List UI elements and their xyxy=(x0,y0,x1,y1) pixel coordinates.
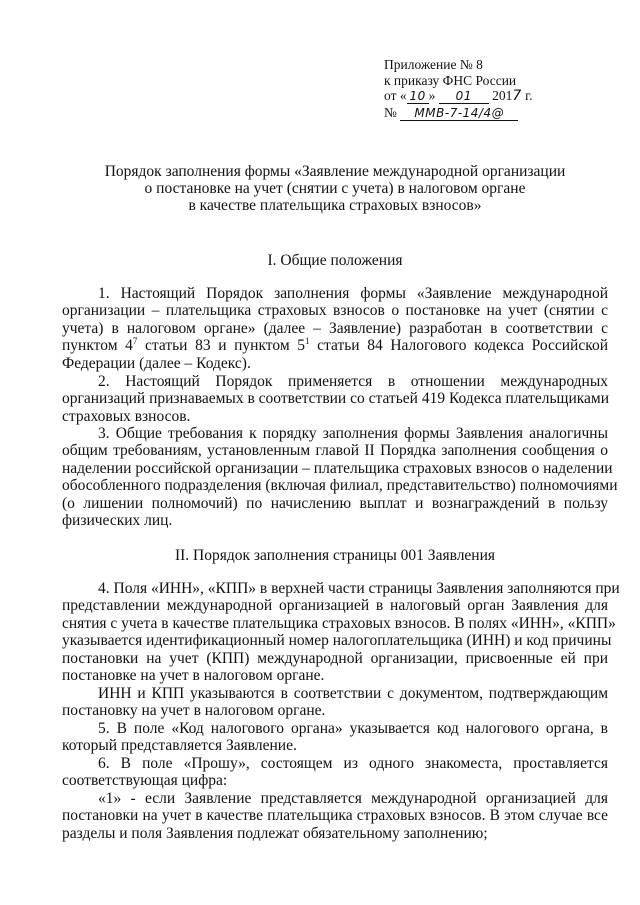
paragraph-7: «1» - если Заявление представляется международной организацией для постановки на учет в качестве плательщика страховых взносов. В этом случае все разделы и поля Заявления подлежат обязательному заполнению; xyxy=(62,790,608,842)
order-number: ММВ-7-14/4@ xyxy=(400,107,518,121)
document-title: Порядок заполнения формы «Заявление международной организации о постановке на учет (снятии с учета) в налоговом органе в качестве плательщика страховых взносов» xyxy=(104,163,566,214)
annex-date: от « 10 » 01 2017 г. xyxy=(384,88,533,104)
paragraph-1: 1. Настоящий Порядок заполнения формы «Заявление международной организации – плательщика страховых взносов о постановке на учет (снятии с учета) в налоговом органе» (далее – Заявление) разработан в соответствии с пунктом $4^7$ статьи 83 и пунктом $5^1$ статьи 84 Налогового кодекса Российской Федерации (далее – Кодекс). xyxy=(62,285,608,372)
section-heading-general: I. Общие положения xyxy=(267,252,403,269)
paragraph-5: 5. В поле «Код налогового органа» указывается код налогового органа, в который представляется Заявление. xyxy=(62,720,608,755)
paragraph-2: 2. Настоящий Порядок применяется в отношении международных организаций признаваемых в соответствии со статьей 419 Кодекса плательщиками страховых взносов. xyxy=(62,373,610,425)
paragraph-3: 3. Общие требования к порядку заполнения формы Заявления аналогичны общим требованиям, установленным главой II Порядка заполнения сообщения о наделении российской организации – плательщика страховых взносов о наделении обособленного подразделения (включая филиал, представительство) полномочиями (о лишении полномочий) по начислению выплат и вознаграждений в пользу физических лиц. xyxy=(62,425,618,530)
paragraph-4b: ИНН и КПП указываются в соответствии с документом, подтверждающим постановку на учет в налоговом органе. xyxy=(62,685,608,720)
paragraph-4: 4. Поля «ИНН», «КПП» в верхней части страницы Заявления заполняются при представлении международной организацией в налоговый орган Заявления для снятия с учета в качестве плательщика страховых взносов. В полях «ИНН», «КПП» указывается идентификационный номер налогоплательщика (ИНН) и код причины постановки на учет (КПП) международной организации, присвоенные ей при постановке на учет в налоговом органе. xyxy=(62,580,620,685)
date-day: 10 xyxy=(407,90,429,104)
annex-block xyxy=(384,57,584,121)
paragraph-6: 6. В поле «Прошу», состоящем из одного знакоместа, проставляется соответствующая цифра: xyxy=(62,755,608,790)
date-month: 01 xyxy=(439,90,489,104)
section-heading-page001: II. Порядок заполнения страницы 001 Заявления xyxy=(174,547,496,564)
date-year-suffix: 7 xyxy=(512,88,522,104)
annex-order: к приказу ФНС России xyxy=(384,72,517,88)
annex-number: № ММВ-7-14/4@ xyxy=(384,105,584,121)
annex-title: Приложение № 8 xyxy=(384,57,483,72)
